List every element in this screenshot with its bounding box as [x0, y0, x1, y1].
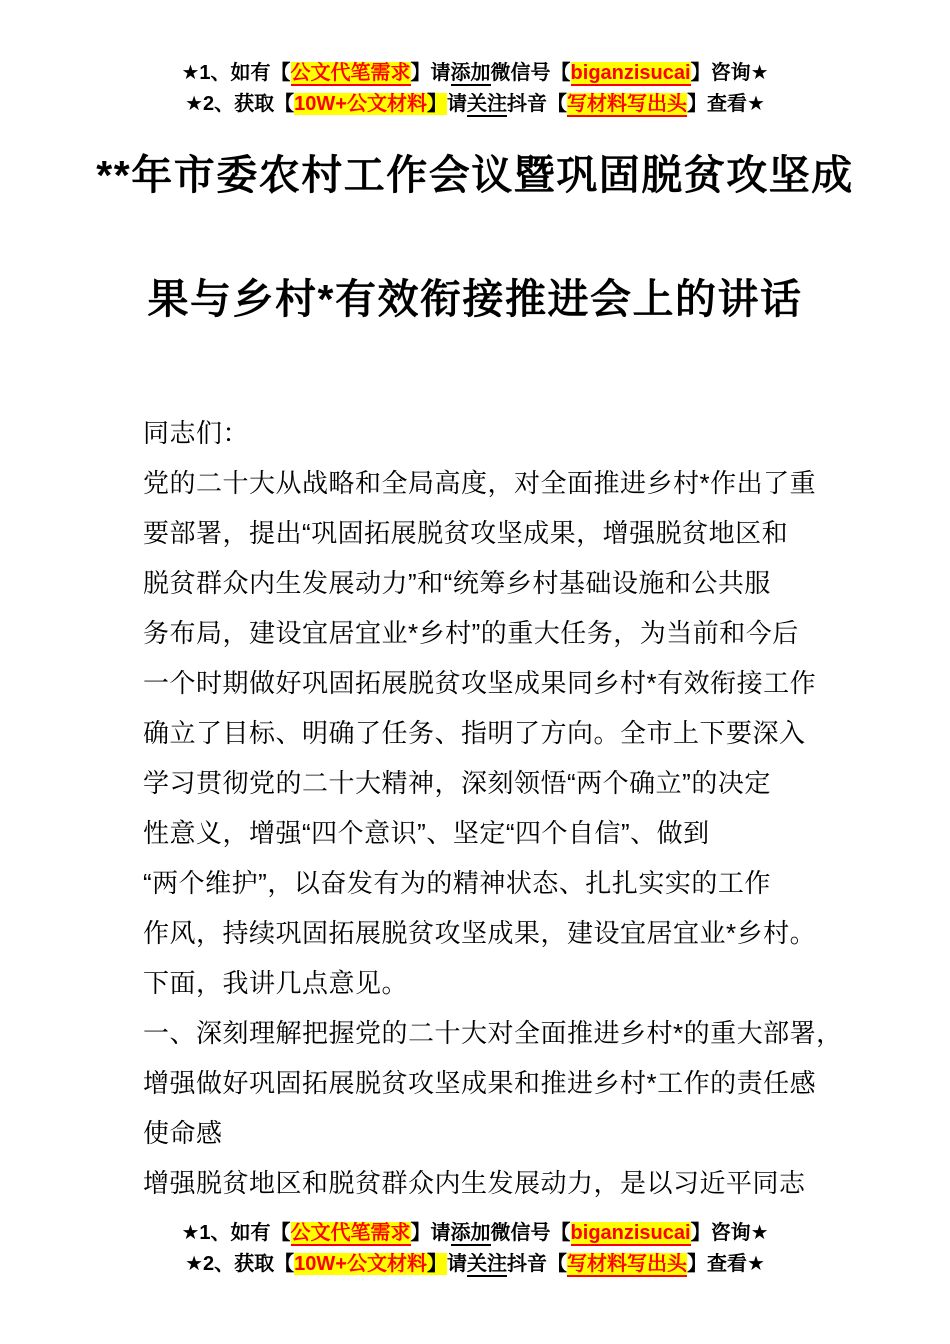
- promo-text: 】咨询★: [690, 62, 769, 84]
- promo-underline-add: 添加: [450, 1222, 491, 1244]
- promo-footer: [0, 1218, 950, 1280]
- body-line: 性意义，增强“四个意识”、坚定“四个自信”、做到: [143, 818, 710, 848]
- promo-text: ★1、如有【: [181, 62, 291, 84]
- promo-text: 微信号【: [490, 62, 571, 84]
- body-line: 作风，持续巩固拓展脱贫攻坚成果，建设宜居宜业*乡村。: [143, 918, 817, 948]
- body-line: 脱贫群众内生发展动力”和“统筹乡村基础设施和公共服: [143, 568, 771, 598]
- promo-underline-follow: 关注: [466, 1253, 507, 1275]
- promo-underline-follow: 关注: [466, 93, 507, 115]
- promo-text: ★1、如有【: [181, 1222, 291, 1244]
- promo-highlight-wechat-id: biganzisucai: [570, 62, 691, 84]
- promo-text: ★2、获取【: [185, 1253, 295, 1275]
- promo-highlight-writing-service: 公文代笔需求: [290, 62, 411, 84]
- promo-highlight-douyin-id: 写材料写出头: [566, 93, 687, 115]
- promo-text: ★2、获取【: [185, 93, 295, 115]
- document-title: [0, 146, 950, 328]
- document-title-line-2: 果与乡村*有效衔接推进会上的讲话: [147, 276, 803, 322]
- body-line: 要部署，提出“巩固拓展脱贫攻坚成果，增强脱贫地区和: [143, 518, 789, 548]
- promo-highlight-materials: 10W+公文材料: [294, 1253, 427, 1275]
- body-line: 学习贯彻党的二十大精神，深刻领悟“两个确立”的决定: [143, 768, 771, 798]
- promo-text: 】查看★: [686, 1253, 765, 1275]
- body-line: 一、深刻理解把握党的二十大对全面推进乡村*的重大部署，: [143, 1018, 843, 1048]
- promo-text: 】咨询★: [690, 1222, 769, 1244]
- body-line: 同志们：: [143, 418, 250, 448]
- promo-text: 微信号【: [490, 1222, 571, 1244]
- document-body: [143, 408, 843, 1208]
- body-line: 下面，我讲几点意见。: [143, 968, 409, 998]
- promo-text: 请: [446, 93, 467, 115]
- promo-text: 请: [446, 1253, 467, 1275]
- promo-footer-line-1: [0, 1218, 950, 1249]
- promo-footer-line-2: [0, 1249, 950, 1280]
- promo-highlight-materials: 10W+公文材料: [294, 93, 427, 115]
- body-line: “两个维护”，以奋发有为的精神状态、扎扎实实的工作: [143, 868, 771, 898]
- body-line: 使命感: [143, 1118, 223, 1148]
- promo-bracket: 】: [426, 93, 447, 115]
- promo-header-line-2: [0, 89, 950, 120]
- document-title-line-1: **年市委农村工作会议暨巩固脱贫攻坚成: [96, 152, 854, 198]
- promo-text: 】请: [410, 1222, 451, 1244]
- body-line: 确立了目标、明确了任务、指明了方向。全市上下要深入: [143, 718, 806, 748]
- body-line: 增强脱贫地区和脱贫群众内生发展动力，是以习近平同志: [143, 1168, 806, 1198]
- promo-header-line-1: [0, 58, 950, 89]
- body-line: 务布局，建设宜居宜业*乡村”的重大任务，为当前和今后: [143, 618, 799, 648]
- promo-text: 】查看★: [686, 93, 765, 115]
- promo-underline-add: 添加: [450, 62, 491, 84]
- promo-highlight-douyin-id: 写材料写出头: [566, 1253, 687, 1275]
- promo-text: 抖音【: [506, 93, 567, 115]
- promo-bracket: 】: [426, 1253, 447, 1275]
- promo-text: 抖音【: [506, 1253, 567, 1275]
- body-line: 一个时期做好巩固拓展脱贫攻坚成果同乡村*有效衔接工作: [143, 668, 817, 698]
- promo-highlight-writing-service: 公文代笔需求: [290, 1222, 411, 1244]
- body-line: 党的二十大从战略和全局高度，对全面推进乡村*作出了重: [143, 468, 817, 498]
- promo-text: 】请: [410, 62, 451, 84]
- promo-header: [0, 0, 950, 120]
- body-line: 增强做好巩固拓展脱贫攻坚成果和推进乡村*工作的责任感: [143, 1068, 817, 1098]
- promo-highlight-wechat-id: biganzisucai: [570, 1222, 691, 1244]
